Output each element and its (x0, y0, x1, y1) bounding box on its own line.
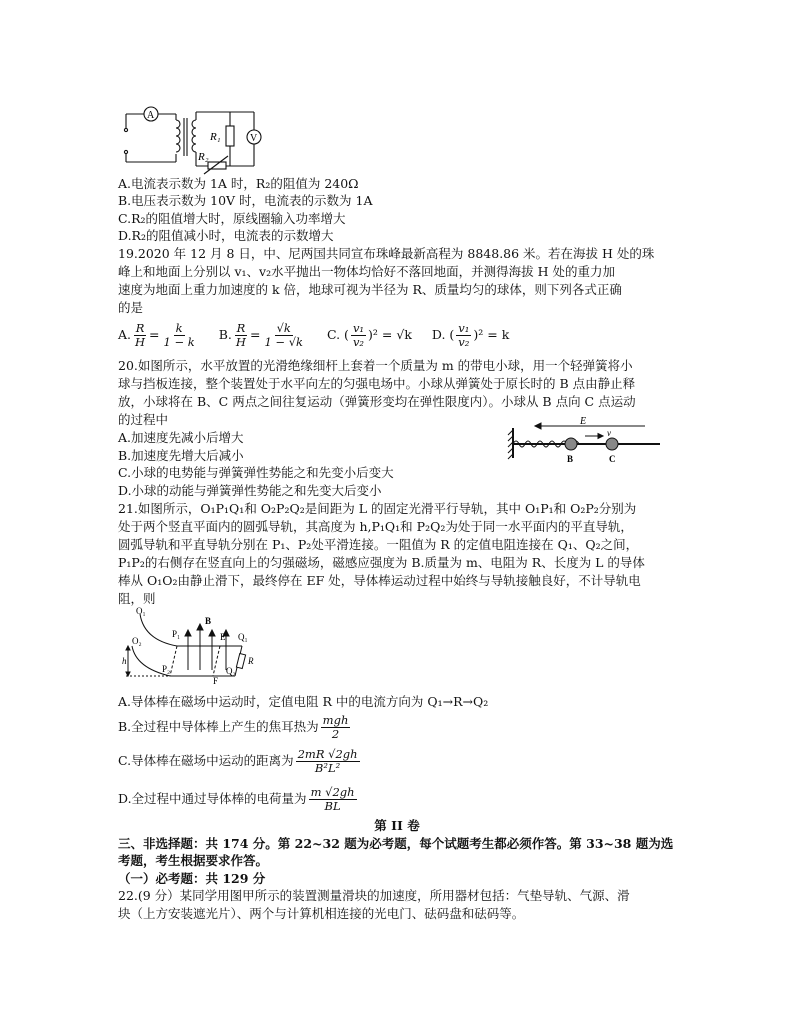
q20-option-b: B.加速度先增大后减小 (118, 448, 244, 463)
q21-option-b: B.全过程中导体棒上产生的焦耳热为 $\frac{\text{mgh}}{2}$ (118, 713, 349, 741)
ammeter-label: A (147, 110, 155, 121)
velocity-label: v (607, 428, 611, 438)
q20-option-a: A.加速度先减小后增大 (118, 430, 244, 445)
q19-option-d: D. ( $\frac{\text{v₁}}{\text{v₂}}$ )² = k (431, 320, 510, 349)
section-instructions-line2: 考题，考生根据要求作答。 (118, 853, 269, 868)
o2-label: O₂ (132, 636, 142, 646)
section-required-heading: （一）必考题：共 129 分 (118, 871, 266, 886)
f-label: F (213, 676, 219, 686)
o1-label: O₁ (136, 606, 146, 616)
q19-option-a: A. $\frac{R}{H}$ = $\frac{k}{1 - k}$ (118, 320, 195, 349)
q20-stem-line3: 放，小球将在 B、C 两点之间往复运动（弹簧形变均在弹性限度内）。小球从 B 点向 C 点运动 (118, 394, 636, 409)
r1-label: R₁ (210, 131, 221, 143)
q22-stem-line1: 22.(9 分）某同学用图甲所示的装置测量滑块的加速度，所用器材包括：气垫导轨、气源、滑 (118, 888, 630, 903)
transformer-circuit-diagram (118, 104, 268, 176)
q21-stem-line1: 21.如图所示，O₁P₁Q₁和 O₂P₂Q₂是间距为 L 的固定光滑平行导轨，其中 O₁P₁和 O₂P₂分别为 (118, 501, 637, 516)
q20-stem-line1: 20.如图所示，水平放置的光滑绝缘细杆上套着一个质量为 m 的带电小球，用一个轻弹簧将小 (118, 358, 633, 373)
voltmeter-label: V (250, 133, 258, 144)
p1-label: P₁ (172, 629, 181, 639)
q19-stem-line3: 速度为地面上重力加速度的 k 倍，地球可视为半径为 R、质量均匀的球体，则下列各式正确 (118, 282, 622, 297)
q22-stem-line2: 块（上方安装遮光片）、两个与计算机相连接的光电门、砝码盘和砝码等。 (118, 906, 525, 921)
p2-label: P₂ (162, 664, 171, 674)
q20-stem-line4: 的过程中 (118, 412, 169, 427)
q19-options (118, 320, 525, 350)
q18-option-d: D.R₂的阻值减小时，电流表的示数增大 (118, 228, 334, 243)
e-label: E (220, 632, 226, 642)
r-label: R (248, 656, 254, 666)
q18-option-a: A.电流表示数为 1A 时，R₂的阻值为 240Ω (118, 176, 359, 191)
b-field-label: B (205, 616, 212, 626)
q21-stem-line2: 处于两个竖直平面内的圆弧导轨，其高度为 h,P₁Q₁和 P₂Q₂为处于同一水平面内的平直导轨， (118, 519, 633, 534)
field-e-label: E (580, 416, 587, 427)
q20-option-d: D.小球的动能与弹簧弹性势能之和先变大后变小 (118, 483, 382, 498)
q21-stem-line6: 阻，则 (118, 591, 156, 606)
q20-option-c: C.小球的电势能与弹簧弹性势能之和先变小后变大 (118, 465, 394, 480)
q19-stem-line4: 的是 (118, 300, 144, 315)
section-title: 第 II 卷 (374, 818, 420, 833)
q18-option-c: C.R₂的阻值增大时，原线圈输入功率增大 (118, 211, 346, 226)
rail-magnetic-field-diagram (122, 606, 272, 684)
q20-stem-line2: 球与挡板连接，整个装置处于水平向左的匀强电场中。小球从弹簧处于原长时的 B 点由静止释 (118, 376, 636, 391)
q2-label: Q₂ (226, 666, 236, 676)
q21-option-a: A.导体棒在磁场中运动时，定值电阻 R 中的电流方向为 Q₁→R→Q₂ (118, 694, 489, 709)
r2-label: R₂ (198, 151, 209, 163)
point-b-label: B (567, 454, 574, 464)
q19-option-b: B. $\frac{R}{H}$ = $\frac{√k}{1 - √k}$ (218, 320, 303, 349)
q21-stem-line5: 棒从 O₁O₂由静止滑下，最终停在 EF 处，导体棒运动过程中始终与导轨接触良好，不计导轨电 (118, 573, 641, 588)
point-c-label: C (609, 454, 616, 464)
q19-stem-line1: 19.2020 年 12 月 8 日，中、尼两国共同宣布珠峰最新高程为 8848.86 米。若在海拔 H 处的珠 (118, 246, 655, 261)
q1-label: Q₁ (238, 632, 248, 642)
h-label: h (122, 656, 127, 666)
q21-stem-line3: 圆弧导轨和平直导轨分别在 P₁、P₂处平滑连接。一阻值为 R 的定值电阻连接在 Q₁、Q₂之间， (118, 537, 639, 552)
q21-option-c: C.导体棒在磁场中运动的距离为 $\frac{2mR √2gh}{\text{B²L²}}$ (118, 747, 358, 775)
q21-option-d: D.全过程中通过导体棒的电荷量为 $\frac{m √2gh}{BL}$ (118, 785, 355, 813)
q19-stem-line2: 峰上和地面上分别以 v₁、v₂水平抛出一物体均恰好不落回地面，并测得海拔 H 处的重力加 (118, 264, 615, 279)
section-instructions-line1: 三、非选择题：共 174 分。第 22~32 题为必考题，每个试题考生都必须作答。第 33~38 题为选 (118, 836, 674, 851)
q19-option-c: C. ( $\frac{\text{v₁}}{\text{v₂}}$ )² = √k (326, 320, 412, 349)
q18-option-b: B.电压表示数为 10V 时，电流表的示数为 1A (118, 193, 373, 208)
q21-stem-line4: P₁P₂的右侧存在竖直向上的匀强磁场，磁感应强度为 B.质量为 m、电阻为 R、长度为 L 的导体 (118, 555, 645, 570)
spring-ball-diagram (505, 418, 665, 474)
